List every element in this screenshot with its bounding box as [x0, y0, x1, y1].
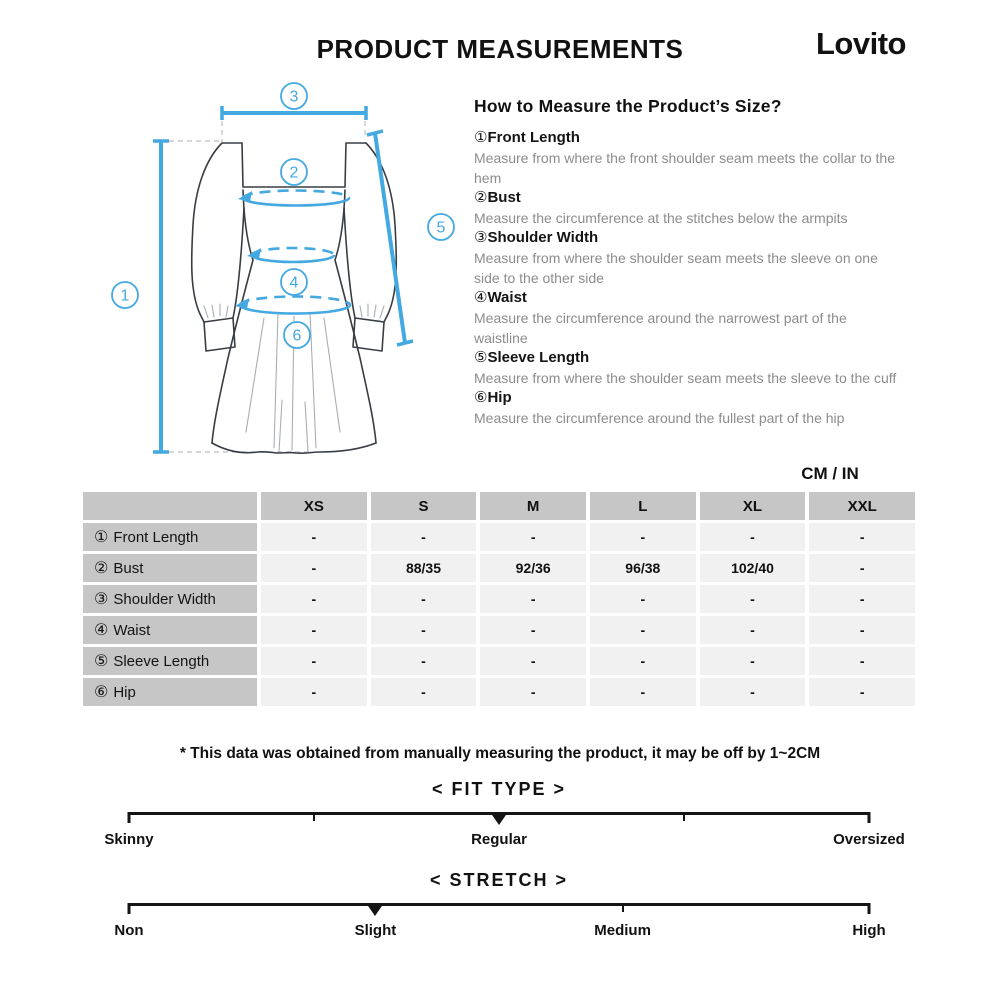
table-cell: -: [480, 678, 586, 706]
table-cell: -: [809, 585, 915, 613]
dress-measurement-diagram: [86, 80, 471, 470]
table-cell: -: [809, 616, 915, 644]
fit-type-axis: [129, 812, 869, 815]
row-label-hip: ⑥ Hip: [83, 678, 257, 706]
dress-outline: [192, 143, 397, 453]
table-cell: -: [809, 523, 915, 551]
table-cell: 88/35: [371, 554, 477, 582]
stretch-label-high: High: [852, 922, 886, 939]
table-cell: -: [261, 523, 367, 551]
table-cell: -: [261, 678, 367, 706]
how-to-title: How to Measure the Product’s Size?: [474, 96, 782, 116]
brand-logo: Lovito: [816, 26, 906, 61]
table-cell: -: [590, 647, 696, 675]
row-label-front-length: ① Front Length: [83, 523, 257, 551]
stretch-label-medium: Medium: [594, 922, 651, 939]
table-cell: -: [809, 647, 915, 675]
size-table: [83, 492, 915, 706]
hip-ellipse: [235, 297, 350, 314]
stretch-marker: [366, 903, 384, 916]
measure-desc: Measure the circumference at the stitches below the armpits: [474, 210, 848, 226]
table-cell: -: [700, 585, 806, 613]
row-label-sleeve-length: ⑤ Sleeve Length: [83, 647, 257, 675]
table-cell: -: [700, 523, 806, 551]
table-cell: -: [480, 616, 586, 644]
stretch-label-slight: Slight: [354, 922, 397, 939]
stretch-scale: [114, 870, 886, 942]
col-header-xl: XL: [700, 492, 806, 520]
stretch-label-non: Non: [114, 922, 144, 939]
table-cell: -: [261, 616, 367, 644]
table-cell: -: [261, 585, 367, 613]
sleeve-length-line: [367, 131, 413, 345]
measure-item-shoulder-width: ③Shoulder Width Measure from where the shoulder seam meets the sleeve on one side to the other side: [474, 228, 904, 288]
table-cell: -: [590, 616, 696, 644]
measurement-disclaimer: * This data was obtained from manually measuring the product, it may be off by 1~2CM: [179, 744, 821, 762]
stretch-title: < STRETCH >: [429, 870, 569, 890]
fit-type-title: < FIT TYPE >: [431, 779, 567, 799]
table-cell: -: [590, 585, 696, 613]
measure-item-waist: ④Waist Measure the circumference around the narrowest part of the waistline: [474, 288, 904, 348]
page-title: PRODUCT MEASUREMENTS: [316, 34, 684, 64]
measure-item-sleeve-length: ⑤Sleeve Length Measure from where the shoulder seam meets the sleeve to the cuff: [474, 348, 904, 388]
row-label-shoulder-width: ③ Shoulder Width: [83, 585, 257, 613]
table-cell: -: [590, 523, 696, 551]
fit-type-marker: [490, 812, 508, 825]
col-header-xxl: XXL: [809, 492, 915, 520]
svg-text:3: 3: [289, 88, 299, 106]
table-cell: 96/38: [590, 554, 696, 582]
fit-label-skinny: Skinny: [104, 831, 154, 848]
measure-desc: Measure from where the shoulder seam meets the sleeve to the cuff: [474, 370, 897, 386]
table-cell: -: [261, 647, 367, 675]
marker-1: [112, 282, 138, 308]
table-cell: 102/40: [700, 554, 806, 582]
table-cell: -: [371, 585, 477, 613]
fit-type-scale: [104, 779, 905, 851]
bust-ellipse: [238, 191, 349, 206]
svg-text:6: 6: [292, 327, 302, 345]
row-label-bust: ② Bust: [83, 554, 257, 582]
table-cell: -: [371, 647, 477, 675]
table-cell: -: [700, 616, 806, 644]
fit-label-regular: Regular: [471, 831, 527, 848]
col-header-m: M: [480, 492, 586, 520]
marker-3: [281, 83, 307, 109]
table-cell: 92/36: [480, 554, 586, 582]
measure-desc: Measure the circumference around the fullest part of the hip: [474, 410, 845, 426]
table-cell: -: [371, 616, 477, 644]
table-cell: -: [809, 554, 915, 582]
table-cell: -: [809, 678, 915, 706]
table-cell: -: [371, 678, 477, 706]
svg-text:2: 2: [289, 164, 299, 182]
measure-item-hip: ⑥Hip Measure the circumference around the fullest part of the hip: [474, 388, 904, 428]
measure-desc: Measure the circumference around the narrowest part of the waistline: [474, 310, 847, 346]
table-cell: -: [261, 554, 367, 582]
marker-5: [428, 214, 454, 240]
svg-text:1: 1: [120, 287, 130, 305]
table-cell: -: [480, 647, 586, 675]
waist-ellipse: [247, 248, 334, 262]
table-cell: -: [590, 678, 696, 706]
col-header-xs: XS: [261, 492, 367, 520]
table-cell: -: [700, 647, 806, 675]
marker-2: [281, 159, 307, 185]
table-cell: -: [700, 678, 806, 706]
svg-text:5: 5: [436, 219, 446, 237]
col-header-s: S: [371, 492, 477, 520]
fit-label-oversized: Oversized: [833, 831, 905, 848]
table-cell: -: [480, 523, 586, 551]
measure-item-bust: ②Bust Measure the circumference at the stitches below the armpits: [474, 188, 904, 228]
marker-6: [284, 322, 310, 348]
table-cell: -: [480, 585, 586, 613]
row-label-waist: ④ Waist: [83, 616, 257, 644]
measure-item-front-length: ①Front Length Measure from where the front shoulder seam meets the collar to the hem: [474, 128, 904, 188]
marker-4: [281, 269, 307, 295]
measure-desc: Measure from where the front shoulder seam meets the collar to the hem: [474, 150, 895, 186]
table-corner-cell: [83, 492, 257, 520]
how-to-measure-section: [474, 96, 904, 428]
svg-text:4: 4: [289, 274, 299, 292]
front-length-line: [153, 141, 169, 452]
unit-label: CM / IN: [801, 464, 859, 483]
stretch-axis: [129, 903, 869, 906]
measure-desc: Measure from where the shoulder seam meets the sleeve on one side to the other side: [474, 250, 878, 286]
table-cell: -: [371, 523, 477, 551]
col-header-l: L: [590, 492, 696, 520]
